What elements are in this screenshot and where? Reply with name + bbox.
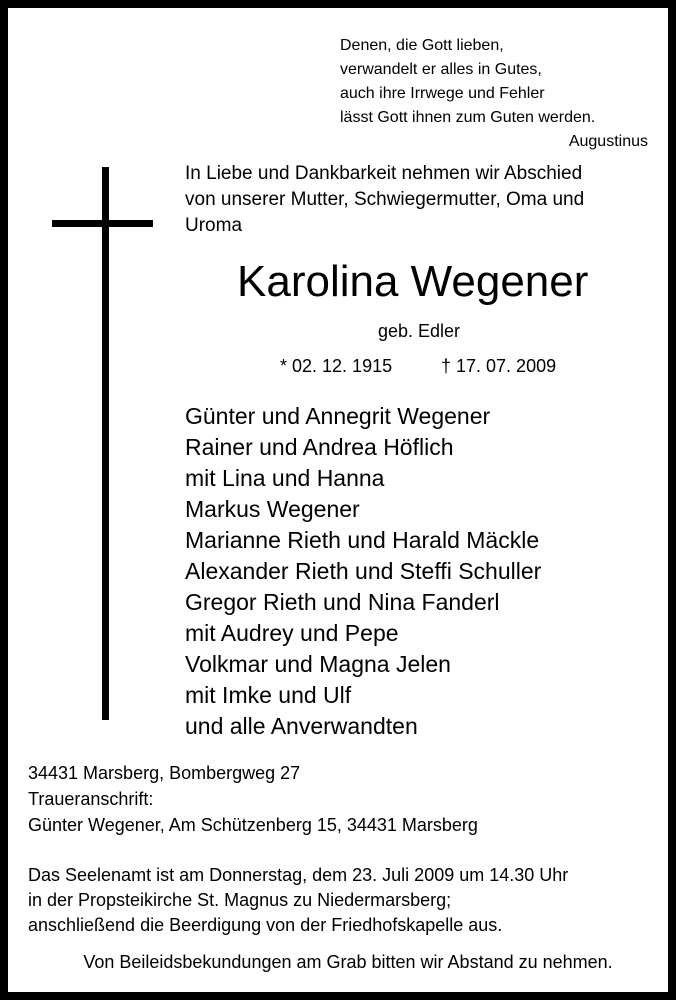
mourner-line: und alle Anverwandten — [185, 713, 418, 739]
intro-line: Uroma — [185, 215, 243, 236]
deceased-name: Karolina Wegener — [237, 257, 589, 306]
mourners-list — [185, 401, 655, 742]
service-line: anschließend die Beerdigung von der Friedhofskapelle aus. — [28, 915, 503, 935]
mourner-line: Marianne Rieth und Harald Mäckle — [185, 527, 540, 553]
quote-line: auch ihre Irrwege und Fehler — [340, 85, 545, 102]
service-info — [28, 863, 673, 938]
mourner-line: mit Audrey und Pepe — [185, 620, 399, 646]
intro-line: von unserer Mutter, Schwiegermutter, Oma und — [185, 189, 585, 210]
mourner-line: Gregor Rieth und Nina Fanderl — [185, 589, 500, 615]
mourner-line: Günter und Annegrit Wegener — [185, 403, 491, 429]
mourner-line: mit Imke und Ulf — [185, 682, 352, 708]
mourner-line: mit Lina und Hanna — [185, 465, 385, 491]
address-line: Günter Wegener, Am Schützenberg 15, 34431 Marsberg — [28, 815, 478, 835]
cross-icon-vertical-beam — [102, 167, 109, 720]
quote-author: Augustinus — [568, 133, 648, 150]
address-line: 34431 Marsberg, Bombergweg 27 — [28, 763, 301, 783]
mourner-line: Volkmar und Magna Jelen — [185, 651, 451, 677]
service-line: in der Propsteikirche St. Magnus zu Niedermarsberg; — [28, 890, 452, 910]
quote-line: lässt Gott ihnen zum Guten werden. — [340, 109, 596, 126]
mourner-line: Markus Wegener — [185, 496, 360, 522]
quote-line: verwandelt er alles in Gutes, — [340, 61, 542, 78]
cross-icon-horizontal-beam — [52, 220, 153, 227]
mourner-line: Alexander Rieth und Steffi Schuller — [185, 558, 542, 584]
service-line: Das Seelenamt ist am Donnerstag, dem 23. Juli 2009 um 14.30 Uhr — [28, 865, 569, 885]
mourner-line: Rainer und Andrea Höflich — [185, 434, 454, 460]
intro-text — [185, 161, 655, 239]
address-line: Traueranschrift: — [28, 789, 154, 809]
quote-line: Denen, die Gott lieben, — [340, 37, 504, 54]
footer-note: Von Beileidsbekundungen am Grab bitten wir Abstand zu nehmen. — [83, 952, 613, 972]
birth-date: * 02. 12. 1915 — [280, 356, 393, 376]
maiden-name: geb. Edler — [378, 321, 461, 341]
intro-line: In Liebe und Dankbarkeit nehmen wir Abschied — [185, 163, 583, 184]
quote-block — [340, 34, 660, 154]
address-block — [28, 760, 668, 838]
death-date: † 17. 07. 2009 — [441, 356, 557, 376]
